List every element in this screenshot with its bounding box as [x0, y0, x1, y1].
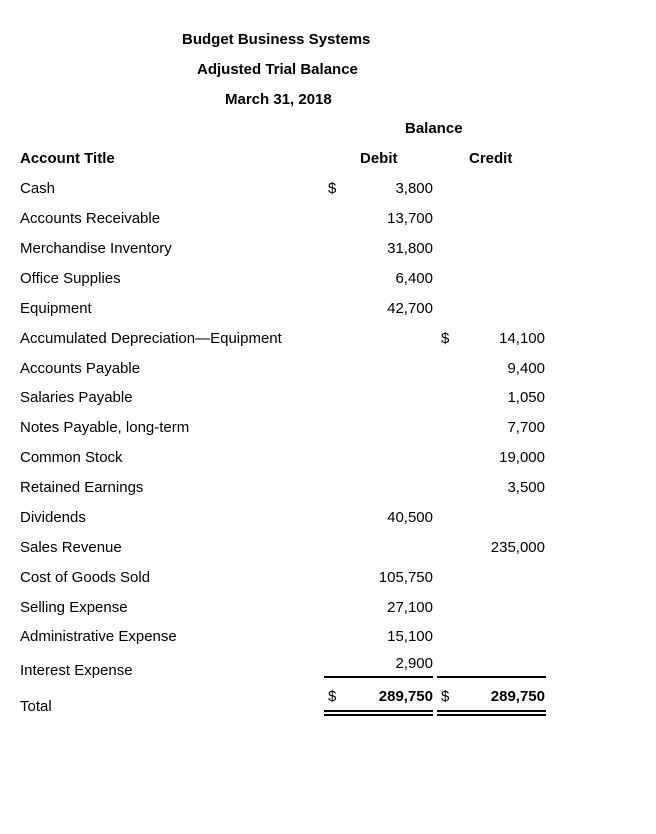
- total-credit-amount: 289,750: [490, 688, 545, 705]
- credit-amount: 1,050: [507, 389, 545, 406]
- debit-dollar-sign: $: [328, 180, 337, 197]
- debit-amount: 13,700: [387, 210, 433, 227]
- credit-subtotal-rule: [437, 676, 546, 678]
- debit-amount: 2,900: [395, 655, 433, 672]
- balance-heading: Balance: [405, 120, 463, 137]
- debit-amount: 15,100: [387, 628, 433, 645]
- account-name: Retained Earnings: [20, 479, 144, 496]
- credit-amount: 19,000: [499, 449, 545, 466]
- debit-total-double-rule: [324, 710, 433, 716]
- account-name: Equipment: [20, 300, 92, 317]
- company-name: Budget Business Systems: [182, 31, 371, 48]
- debit-amount: 6,400: [395, 270, 433, 287]
- debit-amount: 3,800: [395, 180, 433, 197]
- table-row: [0, 539, 656, 559]
- table-row: [0, 509, 656, 529]
- credit-amount: 7,700: [507, 419, 545, 436]
- table-row: [0, 330, 656, 350]
- credit-total-double-rule: [437, 710, 546, 716]
- account-title-header: Account Title: [20, 150, 115, 167]
- table-row: [0, 240, 656, 260]
- debit-subtotal-rule: [324, 676, 433, 678]
- table-row: [0, 449, 656, 469]
- account-name: Accumulated Depreciation—Equipment: [20, 330, 282, 347]
- account-name: Selling Expense: [20, 599, 128, 616]
- table-row: [0, 360, 656, 380]
- table-row: [0, 628, 656, 648]
- total-debit-dollar-sign: $: [328, 688, 337, 705]
- report-title: Adjusted Trial Balance: [197, 61, 358, 78]
- credit-dollar-sign: $: [441, 330, 450, 347]
- account-name: Cash: [20, 180, 56, 197]
- credit-header: Credit: [469, 150, 513, 167]
- account-name: Accounts Receivable: [20, 210, 161, 227]
- account-name: Sales Revenue: [20, 539, 122, 556]
- total-row: [0, 688, 656, 715]
- credit-amount: 9,400: [507, 360, 545, 377]
- credit-amount: 14,100: [499, 330, 545, 347]
- account-name: Interest Expense: [20, 662, 133, 679]
- account-name: Dividends: [20, 509, 86, 526]
- table-row: [0, 300, 656, 320]
- debit-amount: 31,800: [387, 240, 433, 257]
- table-row: [0, 479, 656, 499]
- debit-amount: 27,100: [387, 599, 433, 616]
- account-name: Salaries Payable: [20, 389, 133, 406]
- table-row: [0, 419, 656, 439]
- account-name: Accounts Payable: [20, 360, 141, 377]
- account-name: Administrative Expense: [20, 628, 177, 645]
- account-name: Common Stock: [20, 449, 123, 466]
- table-row: [0, 389, 656, 409]
- total-debit-amount: 289,750: [378, 688, 433, 705]
- credit-amount: 235,000: [490, 539, 545, 556]
- account-name: Office Supplies: [20, 270, 121, 287]
- debit-amount: 42,700: [387, 300, 433, 317]
- table-row: [0, 655, 656, 679]
- report-date: March 31, 2018: [225, 91, 332, 108]
- table-row: [0, 210, 656, 230]
- debit-amount: 40,500: [387, 509, 433, 526]
- debit-amount: 105,750: [378, 569, 433, 586]
- table-row: [0, 180, 656, 200]
- total-credit-dollar-sign: $: [441, 688, 450, 705]
- table-row: [0, 599, 656, 619]
- table-row: [0, 569, 656, 589]
- credit-amount: 3,500: [507, 479, 545, 496]
- total-label: Total: [20, 698, 52, 715]
- debit-header: Debit: [360, 150, 398, 167]
- table-row: [0, 270, 656, 290]
- account-name: Cost of Goods Sold: [20, 569, 151, 586]
- account-name: Merchandise Inventory: [20, 240, 172, 257]
- account-name: Notes Payable, long-term: [20, 419, 190, 436]
